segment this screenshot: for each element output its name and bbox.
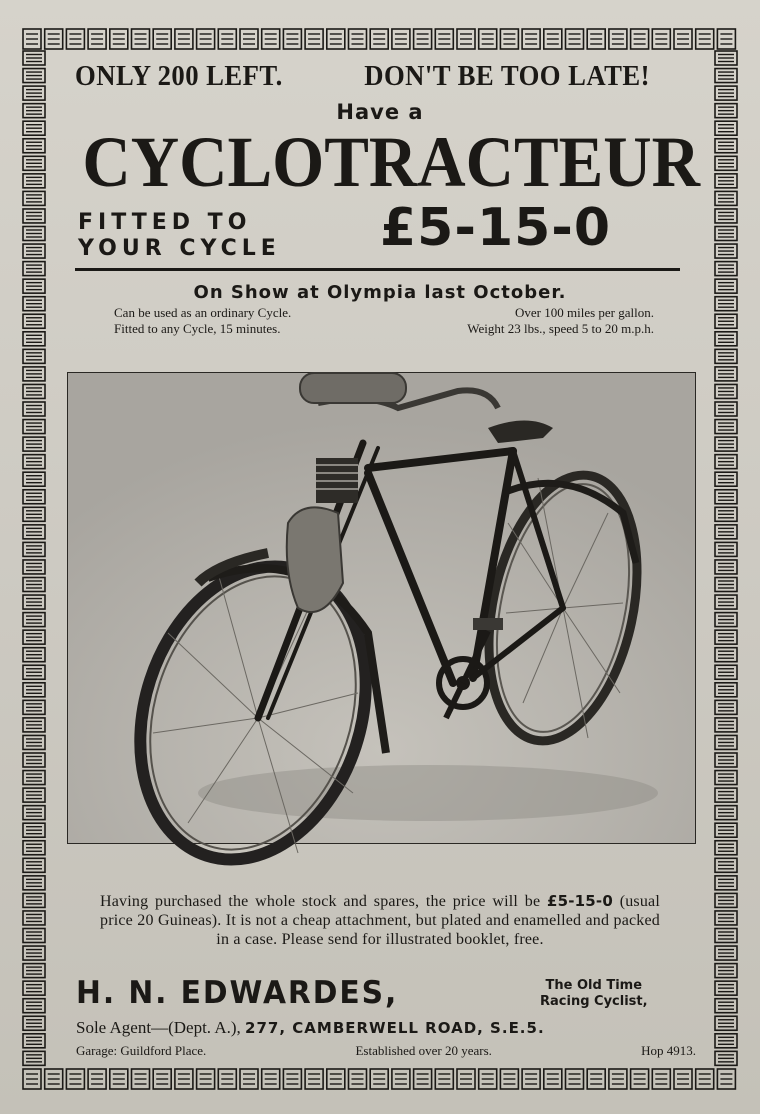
border-ornament <box>305 29 323 49</box>
border-ornament <box>45 1069 63 1089</box>
border-ornament <box>696 1069 714 1089</box>
description-price: £5-15-0 <box>546 892 613 910</box>
border-ornament <box>715 209 737 223</box>
border-ornament <box>327 1069 345 1089</box>
border-ornament <box>715 507 737 521</box>
border-ornament <box>715 1034 737 1048</box>
description-part-1: Having purchased the whole stock and spares, the price will be <box>100 893 541 910</box>
border-ornament <box>23 314 45 328</box>
border-ornament <box>23 86 45 100</box>
border-ornament <box>66 29 84 49</box>
border-ornament <box>23 841 45 855</box>
border-ornament <box>23 946 45 960</box>
border-ornament <box>715 893 737 907</box>
border-ornament <box>23 560 45 574</box>
description-part-2: (usual price 20 Guineas). It is not a cheap attachment, but plated and enamelled and packed in a case. <box>100 893 660 948</box>
border-ornament <box>500 1069 518 1089</box>
border-ornament <box>457 1069 475 1089</box>
border-ornament <box>715 402 737 416</box>
border-ornament <box>715 542 737 556</box>
border-ornament <box>479 1069 497 1089</box>
border-top <box>22 28 738 50</box>
border-ornament <box>23 964 45 978</box>
border-ornament <box>479 29 497 49</box>
border-ornament <box>23 999 45 1013</box>
border-ornament <box>715 771 737 785</box>
border-ornament <box>23 700 45 714</box>
border-ornament <box>715 349 737 363</box>
border-ornament <box>715 578 737 592</box>
border-ornament <box>23 876 45 890</box>
border-ornament <box>717 1069 735 1089</box>
border-ornament <box>414 1069 432 1089</box>
border-ornament <box>715 964 737 978</box>
border-ornament <box>715 86 737 100</box>
border-right <box>714 50 738 1068</box>
agent-address: 277, CAMBERWELL ROAD, S.E.5. <box>245 1019 545 1037</box>
border-ornament <box>715 525 737 539</box>
border-ornament <box>23 121 45 135</box>
border-ornament <box>652 29 670 49</box>
established-text: Established over 20 years. <box>355 1043 492 1058</box>
border-ornament <box>23 490 45 504</box>
border-ornament <box>715 929 737 943</box>
border-ornament <box>715 753 737 767</box>
feature-ordinary-cycle: Can be used as an ordinary Cycle. <box>114 305 292 320</box>
description-part-3: Please send for illustrated booklet, free. <box>281 931 544 948</box>
border-ornament <box>715 156 737 170</box>
border-ornament <box>674 29 692 49</box>
border-ornament <box>715 999 737 1013</box>
border-ornament <box>715 104 737 118</box>
border-bottom <box>22 1068 738 1090</box>
border-ornament <box>262 1069 280 1089</box>
feature-mpg: Over 100 miles per gallon. <box>515 305 654 320</box>
fuel-tank <box>300 373 406 403</box>
only-left-text: ONLY 200 LEFT. <box>75 60 283 92</box>
border-ornament <box>23 29 41 49</box>
bicycle-illustration <box>68 373 695 843</box>
border-ornament <box>23 297 45 311</box>
border-ornament <box>240 1069 258 1089</box>
divider-rule <box>75 268 680 271</box>
border-ornament <box>23 753 45 767</box>
border-ornament <box>153 1069 171 1089</box>
border-ornament <box>715 560 737 574</box>
border-ornament <box>23 665 45 679</box>
border-ornament <box>715 437 737 451</box>
border-ornament <box>715 876 737 890</box>
border-ornament <box>715 51 737 65</box>
border-ornament <box>715 191 737 205</box>
garage-text: Garage: Guildford Place. <box>76 1043 207 1058</box>
border-ornament <box>715 1051 737 1065</box>
tagline-line-1: The Old Time <box>545 978 643 993</box>
border-ornament <box>23 630 45 644</box>
fitted-to-text <box>78 210 281 262</box>
border-ornament <box>23 507 45 521</box>
bicycle-shadow <box>198 765 658 821</box>
border-ornament <box>715 841 737 855</box>
border-ornament <box>715 121 737 135</box>
description-paragraph <box>100 892 660 949</box>
border-ornament <box>715 858 737 872</box>
olympia-show-text: On Show at Olympia last October. <box>193 282 567 303</box>
seller-name: H. N. EDWARDES, <box>76 975 399 1011</box>
border-ornament <box>715 279 737 293</box>
border-ornament <box>262 29 280 49</box>
border-ornament <box>45 29 63 49</box>
border-ornament <box>23 244 45 258</box>
border-ornament <box>23 648 45 662</box>
border-ornament <box>715 174 737 188</box>
border-ornament <box>23 735 45 749</box>
border-ornament <box>23 332 45 346</box>
tagline-line-2: Racing Cyclist, <box>540 994 648 1009</box>
border-ornament <box>283 1069 301 1089</box>
border-ornament <box>435 1069 453 1089</box>
border-ornament <box>23 929 45 943</box>
border-ornament <box>522 1069 540 1089</box>
border-ornament <box>715 911 737 925</box>
border-ornament <box>631 29 649 49</box>
border-ornament <box>23 384 45 398</box>
border-ornament <box>23 578 45 592</box>
border-ornament <box>23 613 45 627</box>
border-ornament <box>23 367 45 381</box>
border-ornament <box>23 981 45 995</box>
border-left <box>22 50 46 1068</box>
border-ornament <box>23 788 45 802</box>
border-ornament <box>715 384 737 398</box>
border-ornament <box>717 29 735 49</box>
border-ornament <box>715 314 737 328</box>
feature-weight-speed: Weight 23 lbs., speed 5 to 20 m.p.h. <box>467 321 654 336</box>
border-ornament <box>23 683 45 697</box>
border-ornament <box>23 911 45 925</box>
border-ornament <box>110 29 128 49</box>
border-ornament <box>370 29 388 49</box>
border-ornament <box>23 420 45 434</box>
border-ornament <box>153 29 171 49</box>
border-ornament <box>23 1016 45 1030</box>
border-ornament <box>23 279 45 293</box>
border-ornament <box>23 1034 45 1048</box>
agent-line <box>76 1018 545 1038</box>
border-ornament <box>23 227 45 241</box>
border-ornament <box>566 1069 584 1089</box>
phone-text: Hop 4913. <box>641 1043 696 1058</box>
border-ornament <box>23 718 45 732</box>
border-ornament <box>674 1069 692 1089</box>
seller-tagline <box>540 978 648 1010</box>
border-ornament <box>23 174 45 188</box>
border-ornament <box>544 29 562 49</box>
border-ornament <box>715 490 737 504</box>
border-ornament <box>715 946 737 960</box>
border-ornament <box>175 1069 193 1089</box>
border-ornament <box>715 630 737 644</box>
border-ornament <box>609 29 627 49</box>
border-ornament <box>414 29 432 49</box>
border-ornament <box>88 1069 106 1089</box>
border-ornament <box>715 648 737 662</box>
footer-line <box>76 1043 696 1059</box>
border-ornament <box>197 29 215 49</box>
border-ornament <box>23 455 45 469</box>
border-ornament <box>370 1069 388 1089</box>
border-ornament <box>349 29 367 49</box>
border-ornament <box>715 227 737 241</box>
border-ornament <box>392 29 410 49</box>
border-ornament <box>175 29 193 49</box>
border-ornament <box>23 1069 41 1089</box>
border-ornament <box>23 823 45 837</box>
fitted-line-1: FITTED TO <box>78 210 252 235</box>
border-ornament <box>23 69 45 83</box>
border-ornament <box>715 700 737 714</box>
border-ornament <box>23 51 45 65</box>
border-ornament <box>715 683 737 697</box>
border-ornament <box>715 595 737 609</box>
border-ornament <box>392 1069 410 1089</box>
border-ornament <box>132 29 150 49</box>
border-ornament <box>23 472 45 486</box>
border-ornament <box>566 29 584 49</box>
border-ornament <box>715 420 737 434</box>
border-ornament <box>23 402 45 416</box>
feature-fit-time: Fitted to any Cycle, 15 minutes. <box>114 321 281 336</box>
feature-row-1 <box>114 305 654 321</box>
border-ornament <box>544 1069 562 1089</box>
product-name: CYCLOTRACTEUR <box>82 122 700 202</box>
border-ornament <box>23 542 45 556</box>
fitted-line-2: YOUR CYCLE <box>78 236 281 261</box>
border-ornament <box>23 156 45 170</box>
border-ornament <box>240 29 258 49</box>
border-ornament <box>23 437 45 451</box>
border-ornament <box>715 823 737 837</box>
border-ornament <box>715 139 737 153</box>
border-ornament <box>652 1069 670 1089</box>
border-ornament <box>23 349 45 363</box>
border-ornament <box>457 29 475 49</box>
border-ornament <box>522 29 540 49</box>
feature-row-2 <box>114 321 654 337</box>
border-ornament <box>218 29 236 49</box>
border-ornament <box>23 595 45 609</box>
border-ornament <box>715 367 737 381</box>
border-ornament <box>715 1016 737 1030</box>
border-ornament <box>23 139 45 153</box>
border-ornament <box>110 1069 128 1089</box>
border-ornament <box>88 29 106 49</box>
border-ornament <box>23 191 45 205</box>
border-ornament <box>305 1069 323 1089</box>
border-ornament <box>23 262 45 276</box>
border-ornament <box>715 613 737 627</box>
border-ornament <box>23 806 45 820</box>
border-ornament <box>715 297 737 311</box>
border-ornament <box>587 1069 605 1089</box>
border-ornament <box>23 893 45 907</box>
price-headline: £5-15-0 <box>380 198 612 258</box>
border-ornament <box>696 29 714 49</box>
border-ornament <box>435 29 453 49</box>
border-ornament <box>197 1069 215 1089</box>
border-ornament <box>609 1069 627 1089</box>
border-ornament <box>500 29 518 49</box>
border-ornament <box>283 29 301 49</box>
border-ornament <box>715 981 737 995</box>
border-ornament <box>587 29 605 49</box>
border-ornament <box>715 665 737 679</box>
border-ornament <box>715 718 737 732</box>
border-ornament <box>715 472 737 486</box>
border-ornament <box>715 69 737 83</box>
border-ornament <box>23 858 45 872</box>
border-ornament <box>715 735 737 749</box>
border-ornament <box>715 788 737 802</box>
border-ornament <box>715 244 737 258</box>
border-ornament <box>66 1069 84 1089</box>
agent-label: Sole Agent—(Dept. A.), <box>76 1018 241 1037</box>
bicycle-photo <box>67 372 696 844</box>
border-ornament <box>715 806 737 820</box>
border-ornament <box>349 1069 367 1089</box>
border-ornament <box>327 29 345 49</box>
have-a-text: Have a <box>336 100 424 124</box>
border-ornament <box>218 1069 236 1089</box>
headline <box>75 60 650 93</box>
border-ornament <box>23 771 45 785</box>
border-ornament <box>23 104 45 118</box>
border-ornament <box>715 332 737 346</box>
border-ornament <box>631 1069 649 1089</box>
border-ornament <box>23 209 45 223</box>
border-ornament <box>715 455 737 469</box>
border-ornament <box>715 262 737 276</box>
border-ornament <box>23 1051 45 1065</box>
dont-be-late-text: DON'T BE TOO LATE! <box>364 60 650 92</box>
border-ornament <box>132 1069 150 1089</box>
border-ornament <box>23 525 45 539</box>
